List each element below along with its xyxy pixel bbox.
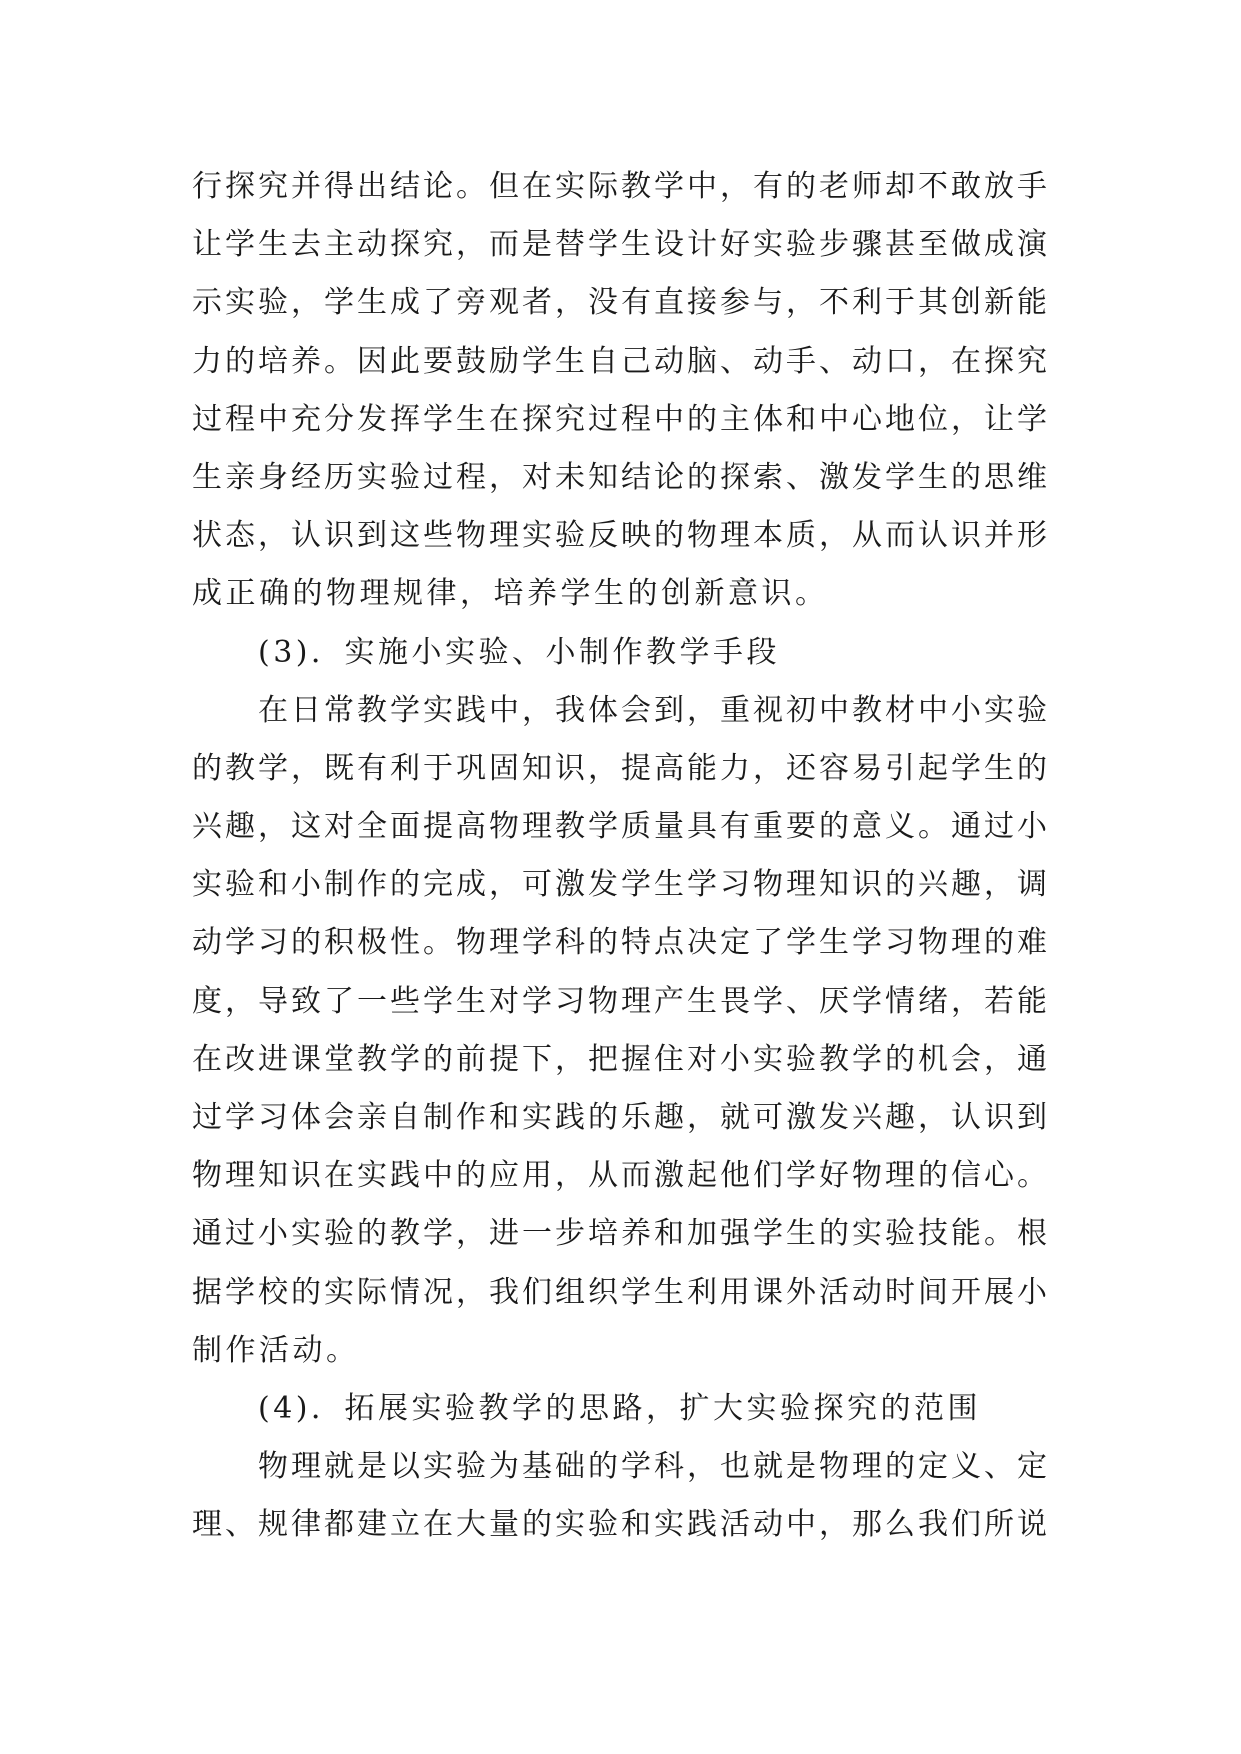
text-line: 理、规律都建立在大量的实验和实践活动中，那么我们所说: [192, 1507, 1050, 1543]
text-line: 过学习体会亲自制作和实践的乐趣，就可激发兴趣，认识到: [192, 1100, 1050, 1135]
text-line: 物理知识在实践中的应用，从而激起他们学好物理的信心。: [192, 1158, 1050, 1194]
text-line: 让学生去主动探究，而是替学生设计好实验步骤甚至做成演: [192, 227, 1050, 263]
text-line: 的教学，既有利于巩固知识，提高能力，还容易引起学生的: [192, 750, 1050, 786]
text-line: 物理就是以实验为基础的学科，也就是物理的定义、定: [258, 1449, 1050, 1485]
text-line: 示实验，学生成了旁观者，没有直接参与，不利于其创新能: [192, 285, 1050, 321]
text-line: 实验和小制作的完成，可激发学生学习物理知识的兴趣，调: [192, 867, 1050, 903]
document-body-text: [192, 158, 1052, 1555]
text-line: 力的培养。因此要鼓励学生自己动脑、动手、动口，在探究: [192, 343, 1050, 379]
text-line: (4)．拓展实验教学的思路，扩大实验探究的范围: [258, 1390, 981, 1426]
text-line: (3)．实施小实验、小制作教学手段: [258, 634, 780, 670]
text-line: 生亲身经历实验过程，对未知结论的探索、激发学生的思维: [192, 459, 1050, 495]
text-line: 成正确的物理规律，培养学生的创新意识。: [192, 576, 829, 612]
text-line: 据学校的实际情况，我们组织学生利用课外活动时间开展小: [192, 1274, 1050, 1310]
text-line: 动学习的积极性。物理学科的特点决定了学生学习物理的难: [192, 925, 1050, 961]
text-line: 度，导致了一些学生对学习物理产生畏学、厌学情绪，若能: [192, 983, 1050, 1019]
text-line: 过程中充分发挥学生在探究过程中的主体和中心地位，让学: [192, 401, 1050, 437]
text-line: 行探究并得出结论。但在实际教学中，有的老师却不敢放手: [192, 169, 1050, 204]
text-line: 通过小实验的教学，进一步培养和加强学生的实验技能。根: [192, 1216, 1050, 1252]
text-line: 在改进课堂教学的前提下，把握住对小实验教学的机会，通: [192, 1041, 1050, 1077]
text-line: 制作活动。: [192, 1332, 360, 1368]
text-line: 兴趣，这对全面提高物理教学质量具有重要的意义。通过小: [192, 809, 1050, 845]
text-line: 在日常教学实践中，我体会到，重视初中教材中小实验: [258, 692, 1050, 728]
text-line: 状态，认识到这些物理实验反映的物理本质，从而认识并形: [192, 518, 1050, 554]
